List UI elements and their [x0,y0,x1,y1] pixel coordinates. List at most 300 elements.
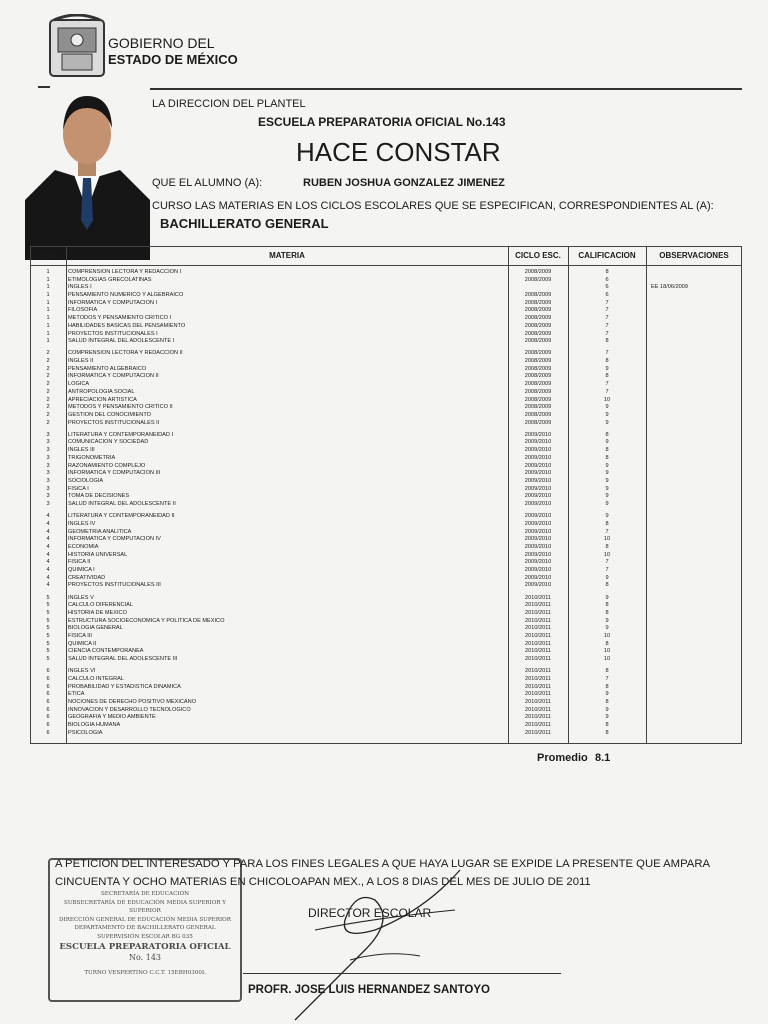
cell-ciclo: 2010/2011 [524,683,552,690]
government-line-2: ESTADO DE MÉXICO [108,52,238,67]
cell-ciclo: 2008/2009 [524,396,552,403]
cell-calificacion: 10 [603,551,611,558]
cell-calificacion: 9 [605,462,609,469]
cell-ciclo: 2008/2009 [524,292,552,299]
cell-calificacion: 10 [603,396,611,403]
cell-calificacion: 9 [605,500,609,507]
handwritten-signature [255,860,495,1024]
cell-observaciones: EE 18/06/2009 [651,284,689,291]
table-row [31,714,741,722]
cell-ciclo: 2008/2009 [524,350,552,357]
cell-materia: TRIGONOMETRIA [68,454,116,461]
director-title: DIRECTOR ESCOLAR [308,906,432,920]
table-row [31,269,741,277]
cell-sem: 6 [46,714,50,721]
table-row [31,350,741,358]
cell-calificacion: 9 [605,493,609,500]
stamp-line: DEPARTAMENTO DE BACHILLERATO GENERAL [74,925,216,932]
cell-materia: APRECIACION ARTISTICA [68,396,137,403]
program-name: BACHILLERATO GENERAL [160,216,329,231]
cell-materia: LOGICA [68,381,90,388]
cell-ciclo: 2010/2011 [524,691,552,698]
student-photo [25,90,150,260]
cell-ciclo: 2008/2009 [524,276,552,283]
school-name: ESCUELA PREPARATORIA OFICIAL No.143 [258,115,506,129]
cell-materia: INGLES II [68,358,94,365]
cell-sem: 6 [46,706,50,713]
cell-calificacion: 9 [605,365,609,372]
stamp-line: DIRECCIÓN GENERAL DE EDUCACIÓN MEDIA SUPERIOR [59,916,231,923]
cell-calificacion: 7 [605,307,609,314]
cell-materia: ETIMOLOGIAS GRECOLATINAS [68,276,152,283]
cell-materia: INFORMATICA Y COMPUTACION IV [68,536,161,543]
cell-ciclo: 2008/2009 [524,388,552,395]
table-row [31,722,741,730]
cell-calificacion: 9 [605,404,609,411]
cell-ciclo: 2008/2009 [524,365,552,372]
cell-sem: 2 [46,404,50,411]
header-divider [150,88,742,90]
cell-calificacion: 7 [605,330,609,337]
cell-ciclo: 2010/2011 [524,706,552,713]
table-row [31,420,741,428]
student-name: RUBEN JOSHUA GONZALEZ JIMENEZ [303,177,505,189]
table-row [31,668,741,676]
stamp-line: SUBSECRETARÍA DE EDUCACIÓN MEDIA SUPERIOR Y SUPERIOR [64,899,226,915]
cell-sem: 1 [46,315,50,322]
cell-materia: PROYECTOS INSTITUCIONALES III [68,582,161,589]
cell-calificacion: 9 [605,714,609,721]
cell-materia: PROYECTOS INSTITUCIONALES I [68,330,158,337]
cell-calificacion: 9 [605,470,609,477]
cell-ciclo: 2009/2010 [524,500,552,507]
cell-ciclo: 2010/2011 [524,722,552,728]
cell-calificacion: 9 [605,411,609,418]
cell-sem: 1 [46,322,50,329]
cell-calificacion: 9 [605,706,609,713]
cell-materia: HISTORIA DE MEXICO [68,609,127,616]
cell-materia: FISICA III [68,632,92,639]
cell-sem: 2 [46,396,50,403]
cell-calificacion: 8 [605,447,609,454]
cell-ciclo: 2009/2010 [524,454,552,461]
cell-ciclo: 2009/2010 [524,493,552,500]
cell-materia: SALUD INTEGRAL DEL ADOLESCENTE I [68,338,175,345]
cell-ciclo: 2009/2010 [524,462,552,469]
course-statement: CURSO LAS MATERIAS EN LOS CICLOS ESCOLARES QUE SE ESPECIFICAN, CORRESPONDIENTES AL (A): [152,200,714,212]
table-row [31,625,741,633]
cell-sem: 1 [46,307,50,314]
cell-materia: FISICA II [68,559,91,566]
cell-materia: INGLES IV [68,520,96,527]
cell-sem: 3 [46,431,50,438]
cell-materia: CALCULO DIFERENCIAL [68,602,133,609]
cell-materia: INFORMATICA Y COMPUTACION III [68,470,161,477]
cell-calificacion: 7 [605,675,609,682]
cell-materia: INFORMATICA Y COMPUTACION II [68,373,159,380]
cell-materia: LITERATURA Y CONTEMPORANEIDAD I [68,431,174,438]
table-row [31,323,741,331]
table-row [31,315,741,323]
cell-ciclo: 2010/2011 [524,640,552,647]
cell-calificacion: 6 [605,284,609,291]
table-row [31,529,741,537]
cell-materia: INGLES III [68,447,95,454]
cell-sem: 4 [46,559,50,566]
cell-materia: HISTORIA UNIVERSAL [68,551,128,558]
cell-sem: 1 [46,330,50,337]
average-value: 8.1 [595,752,611,764]
table-row [31,501,741,509]
cell-calificacion: 8 [605,609,609,616]
table-row [31,699,741,707]
cell-calificacion: 9 [605,617,609,624]
cell-materia: CALCULO INTEGRAL [68,675,124,682]
table-row [31,404,741,412]
table-row [31,610,741,618]
cell-sem: 3 [46,470,50,477]
table-row [31,544,741,552]
government-line-1: GOBIERNO DEL [108,35,215,51]
header-sem: SEM [39,251,57,260]
table-row [31,366,741,374]
cell-sem: 2 [46,381,50,388]
table-row [31,552,741,560]
stamp-line: SUPERVISIÓN ESCOLAR BG 035 [97,933,193,940]
table-row [31,656,741,664]
cell-sem: 1 [46,269,50,275]
cell-calificacion: 9 [605,477,609,484]
cell-ciclo: 2010/2011 [524,609,552,616]
table-row [31,513,741,521]
table-row [31,691,741,699]
cell-calificacion: 9 [605,485,609,492]
cell-sem: 4 [46,536,50,543]
cell-calificacion: 8 [605,269,609,275]
cell-ciclo: 2009/2010 [524,485,552,492]
cell-materia: INGLES V [68,594,94,601]
cell-materia: COMPRENSION LECTORA Y REDACCION I [68,269,182,275]
cell-ciclo: 2010/2011 [524,625,552,632]
cell-calificacion: 6 [605,292,609,299]
table-row [31,412,741,420]
cell-ciclo: 2009/2010 [524,477,552,484]
cell-materia: QUIMICA II [68,640,97,647]
coat-of-arms-logo [48,14,106,78]
cell-ciclo: 2010/2011 [524,656,552,662]
cell-ciclo: 2008/2009 [524,307,552,314]
cell-calificacion: 7 [605,566,609,573]
table-row [31,381,741,389]
cell-sem: 5 [46,625,50,632]
table-row [31,455,741,463]
cell-sem: 3 [46,493,50,500]
cell-sem: 3 [46,454,50,461]
cell-materia: ETICA [68,691,85,698]
cell-ciclo: 2008/2009 [524,338,552,345]
stamp-school: ESCUELA PREPARATORIA OFICIAL [59,941,231,952]
cell-materia: INGLES VI [68,668,96,675]
cell-calificacion: 8 [605,431,609,438]
cell-sem: 4 [46,574,50,581]
cell-sem: 6 [46,698,50,705]
cell-calificacion: 8 [605,582,609,589]
cell-calificacion: 7 [605,322,609,329]
cell-materia: TOMA DE DECISIONES [68,493,130,500]
cell-materia: PENSAMIENTO ALGEBRAICO [68,365,147,372]
table-row [31,331,741,339]
header-observaciones: OBSERVACIONES [659,251,729,260]
cell-ciclo: 2008/2009 [524,411,552,418]
table-row [31,358,741,366]
cell-calificacion: 9 [605,513,609,520]
stamp-line: SECRETARÍA DE EDUCACIÓN [100,891,190,897]
header-divider-left [38,86,50,88]
cell-ciclo: 2008/2009 [524,269,552,275]
header-calificacion: CALIFICACION [578,251,636,260]
cell-ciclo: 2008/2009 [524,381,552,388]
cell-calificacion: 9 [605,594,609,601]
cell-ciclo: 2009/2010 [524,470,552,477]
table-row [31,595,741,603]
cell-sem: 5 [46,632,50,639]
cell-materia: GEOGRAFIA Y MEDIO AMBIENTE [68,714,156,721]
header-separator [31,265,741,266]
table-row [31,633,741,641]
cell-sem: 1 [46,338,50,345]
cell-ciclo: 2009/2010 [524,520,552,527]
cell-sem: 2 [46,411,50,418]
cell-calificacion: 8 [605,338,609,345]
cell-calificacion: 9 [605,574,609,581]
table-row [31,373,741,381]
table-row [31,463,741,471]
table-row [31,641,741,649]
cell-sem: 5 [46,656,50,662]
cell-materia: ESTRUCTURA SOCIOECONOMICA Y POLITICA DE MEXICO [68,617,225,624]
cell-materia: GESTION DEL CONOCIMIENTO [68,411,151,418]
cell-calificacion: 8 [605,454,609,461]
cell-materia: METODOS Y PENSAMIENTO CRITICO I [68,315,172,322]
cell-materia: FILOSOFIA [68,307,98,314]
cell-sem: 6 [46,722,50,728]
table-row [31,277,741,285]
table-row [31,389,741,397]
cell-calificacion: 7 [605,299,609,306]
cell-calificacion: 8 [605,520,609,527]
cell-calificacion: 8 [605,640,609,647]
direccion-line: LA DIRECCION DEL PLANTEL [152,98,306,110]
petition-statement: A PETICION DEL INTERESADO Y PARA LOS FINES LEGALES A QUE HAYA LUGAR SE EXPIDE LA PRESENTE QUE AMPARA [55,858,711,870]
cell-sem: 5 [46,648,50,655]
table-row [31,397,741,405]
table-row [31,338,741,346]
cell-materia: ECONOMIA [68,543,99,550]
cell-calificacion: 6 [605,276,609,283]
cell-materia: PROYECTOS INSTITUCIONALES II [68,419,160,426]
cell-sem: 2 [46,388,50,395]
table-row [31,292,741,300]
cell-ciclo: 2009/2010 [524,566,552,573]
cell-sem: 5 [46,617,50,624]
table-row [31,447,741,455]
cell-sem: 5 [46,594,50,601]
cell-sem: 1 [46,292,50,299]
cell-materia: LITERATURA Y CONTEMPORANEIDAD II [68,513,175,520]
cell-calificacion: 9 [605,439,609,446]
cell-materia: BIOLOGIA GENERAL [68,625,123,632]
table-row [31,559,741,567]
cell-sem: 1 [46,299,50,306]
cell-calificacion: 7 [605,528,609,535]
cell-materia: FISICA I [68,485,89,492]
table-row [31,684,741,692]
cell-materia: GEOMETRIA ANALITICA [68,528,132,535]
cell-materia: CREATIVIDAD [68,574,106,581]
cell-ciclo: 2010/2011 [524,729,552,736]
cell-ciclo: 2008/2009 [524,322,552,329]
cell-ciclo: 2009/2010 [524,536,552,543]
cell-calificacion: 10 [603,656,611,662]
table-row [31,307,741,315]
cell-materia: ANTROPOLOGIA SOCIAL [68,388,135,395]
cell-calificacion: 8 [605,373,609,380]
table-row [31,300,741,308]
cell-ciclo: 2009/2010 [524,431,552,438]
cell-materia: SALUD INTEGRAL DEL ADOLESCENTE III [68,656,178,662]
header-materia: MATERIA [269,251,305,260]
student-label: QUE EL ALUMNO (A): [152,177,263,189]
cell-materia: METODOS Y PENSAMIENTO CRITICO II [68,404,173,411]
cell-sem: 4 [46,566,50,573]
cell-calificacion: 7 [605,315,609,322]
cell-materia: INNOVACION Y DESARROLLO TECNOLOGICO [68,706,191,713]
table-row [31,536,741,544]
grades-table [30,246,742,744]
cell-materia: PSICOLOGIA [68,729,103,736]
cell-materia: SOCIOLOGIA [68,477,104,484]
cell-sem: 6 [46,675,50,682]
cell-ciclo: 2008/2009 [524,419,552,426]
cell-sem: 4 [46,543,50,550]
table-row [31,521,741,529]
cell-calificacion: 7 [605,559,609,566]
document-title: HACE CONSTAR [296,137,501,167]
cell-calificacion: 10 [603,632,611,639]
cell-ciclo: 2008/2009 [524,373,552,380]
cell-calificacion: 10 [603,648,611,655]
cell-ciclo: 2009/2010 [524,574,552,581]
cell-sem: 4 [46,551,50,558]
table-row [31,478,741,486]
cell-sem: 3 [46,462,50,469]
cell-calificacion: 8 [605,729,609,736]
cell-ciclo: 2008/2009 [524,299,552,306]
cell-ciclo: 2008/2009 [524,330,552,337]
cell-materia: NOCIONES DE DERECHO POSITIVO MEXICANO [68,698,197,705]
table-row [31,432,741,440]
header-ciclo: CICLO ESC. [515,251,561,260]
cell-ciclo: 2009/2010 [524,528,552,535]
cell-sem: 6 [46,729,50,736]
cell-calificacion: 9 [605,691,609,698]
cell-sem: 2 [46,419,50,426]
cell-ciclo: 2008/2009 [524,358,552,365]
cell-calificacion: 9 [605,625,609,632]
cell-calificacion: 7 [605,381,609,388]
table-row [31,582,741,590]
table-row [31,575,741,583]
table-row [31,707,741,715]
cell-sem: 1 [46,276,50,283]
cell-ciclo: 2009/2010 [524,543,552,550]
cell-sem: 4 [46,513,50,520]
average-label: Promedio [537,752,588,764]
cell-sem: 6 [46,683,50,690]
cell-ciclo: 2010/2011 [524,602,552,609]
table-row [31,730,741,738]
cell-sem: 6 [46,668,50,675]
cell-calificacion: 8 [605,668,609,675]
cell-ciclo: 2009/2010 [524,439,552,446]
table-row [31,439,741,447]
cell-materia: SALUD INTEGRAL DEL ADOLESCENTE II [68,500,176,507]
cell-materia: COMUNICACION Y SOCIEDAD [68,439,149,446]
cell-materia: COMPRENSION LECTORA Y REDACCION II [68,350,183,357]
cell-materia: RAZONAMIENTO COMPLEJO [68,462,146,469]
cell-sem: 3 [46,500,50,507]
cell-calificacion: 7 [605,388,609,395]
cell-ciclo: 2010/2011 [524,698,552,705]
table-row [31,470,741,478]
cell-materia: INFORMATICA Y COMPUTACION I [68,299,158,306]
table-row [31,618,741,626]
table-row [31,648,741,656]
cell-ciclo: 2008/2009 [524,404,552,411]
cell-ciclo: 2009/2010 [524,513,552,520]
cell-sem: 4 [46,582,50,589]
cell-sem: 3 [46,439,50,446]
cell-sem: 5 [46,609,50,616]
subjects-statement: CINCUENTA Y OCHO MATERIAS EN CHICOLOAPAN MEX., A LOS 8 DIAS DEL MES DE JULIO DE 2011 [55,876,591,888]
cell-materia: HABILIDADES BASICAS DEL PENSAMIENTO [68,322,186,329]
table-row [31,567,741,575]
cell-materia: BIOLOGIA HUMANA [68,722,121,728]
cell-materia: CIENCIA CONTEMPORANEA [68,648,144,655]
cell-calificacion: 8 [605,358,609,365]
cell-ciclo: 2009/2010 [524,551,552,558]
cell-ciclo: 2010/2011 [524,648,552,655]
cell-sem: 5 [46,602,50,609]
stamp-number: No. 143 [128,952,162,962]
cell-materia: PENSAMIENTO NUMERICO Y ALGEBRAICO [68,292,184,299]
cell-materia: QUIMICA I [68,566,95,573]
table-row [31,284,741,292]
cell-calificacion: 10 [603,536,611,543]
table-row [31,676,741,684]
cell-ciclo: 2009/2010 [524,447,552,454]
cell-materia: PROBABILIDAD Y ESTADISTICA DINAMICA [68,683,181,690]
director-name: PROFR. JOSE LUIS HERNANDEZ SANTOYO [248,984,490,996]
cell-sem: 1 [46,284,50,291]
cell-calificacion: 8 [605,698,609,705]
cell-calificacion: 8 [605,722,609,728]
cell-calificacion: 8 [605,602,609,609]
cell-calificacion: 9 [605,419,609,426]
cell-ciclo: 2008/2009 [524,315,552,322]
cell-calificacion: 8 [605,683,609,690]
cell-sem: 2 [46,350,50,357]
